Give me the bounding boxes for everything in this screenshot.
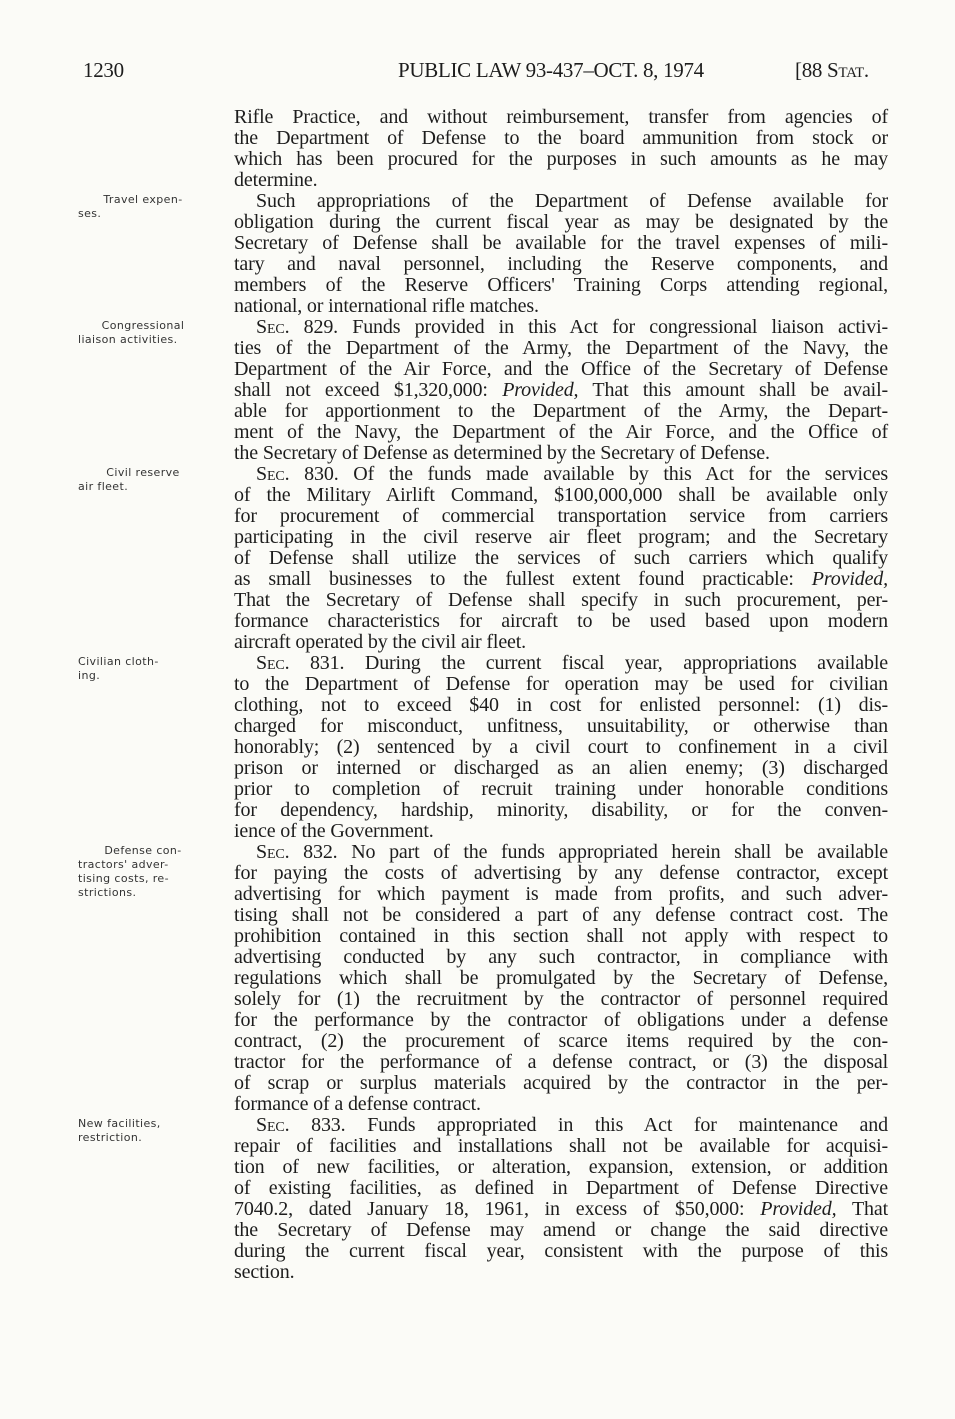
text-line: to the Department of Defense for operation may be used for civilian <box>234 673 888 695</box>
text-line: Sec. 831. During the current fiscal year, appropriations available <box>256 652 888 674</box>
paragraph <box>234 842 888 1115</box>
margin-note-line: tractors' adver- <box>78 858 169 871</box>
text-line: Rifle Practice, and without reimbursement, transfer from agencies of <box>234 106 888 128</box>
text-line: advertising for which payment is made from profits, and such adver- <box>234 883 888 905</box>
text-line: obligation during the current fiscal year as may be designated by the <box>234 211 888 233</box>
text-line: tary and naval personnel, including the Reserve components, and <box>234 253 888 275</box>
margin-note-line: Travel expen- <box>103 193 183 206</box>
text-line: as small businesses to the fullest extent found practicable: Provided, <box>234 568 888 590</box>
text-line: Secretary of Defense shall be available for the travel expenses of mili- <box>234 232 888 254</box>
text-line: determine. <box>234 169 318 191</box>
margin-note-line: ing. <box>78 669 101 682</box>
text-line: advertising conducted by any such contractor, in compliance with <box>234 946 888 968</box>
text-line: for procurement of commercial transportation service from carriers <box>234 505 888 527</box>
text-line: tion of new facilities, or alteration, expansion, extension, or addition <box>234 1156 888 1178</box>
text-line: Sec. 832. No part of the funds appropriated herein shall be available <box>256 841 888 863</box>
text-line: honorably; (2) sentenced by a civil court to confinement in a civil <box>234 736 888 758</box>
margin-note-line: New facilities, <box>78 1117 161 1130</box>
margin-note <box>78 319 218 347</box>
paragraph <box>234 653 888 842</box>
margin-note-line: restriction. <box>78 1131 143 1144</box>
margin-note <box>78 466 218 494</box>
text-line: during the current fiscal year, consistent with the purpose of this <box>234 1240 888 1262</box>
section-label: Sec. <box>256 1114 290 1136</box>
text-line: of scrap or surplus materials acquired by the contractor in the per- <box>234 1072 888 1094</box>
margin-note <box>78 193 218 221</box>
text-line: Sec. 830. Of the funds made available by this Act for the services <box>256 463 888 485</box>
margin-note-line: tising costs, re- <box>78 872 169 885</box>
text-line: of existing facilities, as defined in Department of Defense Directive <box>234 1177 888 1199</box>
margin-note-line: Defense con- <box>104 844 182 857</box>
text-line: 7040.2, dated January 18, 1961, in excess of $50,000: Provided, That <box>234 1198 888 1220</box>
margin-note-line: air fleet. <box>78 480 129 493</box>
paragraph <box>234 191 888 317</box>
text-line: the Department of Defense to the board ammunition from stock or <box>234 127 888 149</box>
text-line: contract, (2) the procurement of scarce items required by the con- <box>234 1030 888 1052</box>
section-label: Sec. <box>256 316 290 338</box>
text-line: national, or international rifle matches. <box>234 295 539 317</box>
margin-note <box>78 844 218 900</box>
text-line: ience of the Government. <box>234 820 434 842</box>
margin-note <box>78 655 218 683</box>
paragraph <box>234 317 888 464</box>
paragraph <box>234 1115 888 1283</box>
text-line: Department of the Air Force, and the Office of the Secretary of Defense <box>234 358 888 380</box>
margin-note-line: Civilian cloth- <box>78 655 159 668</box>
section-label: Sec. <box>256 652 290 674</box>
section-label: Sec. <box>256 841 290 863</box>
text-line: participating in the civil reserve air fleet program; and the Secretary <box>234 526 888 548</box>
paragraph <box>234 107 888 191</box>
text-line: of the Military Airlift Command, $100,000,000 shall be available only <box>234 484 888 506</box>
text-line: of Defense shall utilize the services of such carriers which qualify <box>234 547 888 569</box>
text-line: repair of facilities and installations shall not be available for acquisi- <box>234 1135 888 1157</box>
text-line: able for apportionment to the Department of the Army, the Depart- <box>234 400 888 422</box>
text-line: prison or interned or discharged as an alien enemy; (3) discharged <box>234 757 888 779</box>
text-line: for dependency, hardship, minority, disability, or for the conven- <box>234 799 888 821</box>
text-line: prohibition contained in this section shall not apply with respect to <box>234 925 888 947</box>
text-line: Sec. 829. Funds provided in this Act for congressional liaison activi- <box>256 316 888 338</box>
margin-note-line: Congressional <box>101 319 185 332</box>
text-line: the Secretary of Defense as determined by the Secretary of Defense. <box>234 442 770 464</box>
text-line: formance characteristics for aircraft to be used based upon modern <box>234 610 888 632</box>
text-line: tising shall not be considered a part of any defense contract cost. The <box>234 904 888 926</box>
text-line: members of the Reserve Officers' Training Corps attending regional, <box>234 274 888 296</box>
text-line: which has been procured for the purposes in such amounts as he may <box>234 148 888 170</box>
margin-note <box>78 1117 218 1145</box>
paragraph <box>234 464 888 653</box>
text-line: tractor for the performance of a defense contract, or (3) the disposal <box>234 1051 888 1073</box>
section-label: Sec. <box>256 463 290 485</box>
text-line: regulations which shall be promulgated by the Secretary of Defense, <box>234 967 888 989</box>
statute-reference <box>795 58 869 83</box>
margin-note-line: liaison activities. <box>78 333 178 346</box>
italic-term: Provided, <box>502 379 579 401</box>
margin-note-line: Civil reserve <box>106 466 180 479</box>
margin-note-line: strictions. <box>78 886 137 899</box>
margin-note-line: ses. <box>78 207 102 220</box>
text-line: charged for misconduct, unfitness, unsuitability, or otherwise than <box>234 715 888 737</box>
text-line: section. <box>234 1261 295 1283</box>
text-line: ment of the Navy, the Department of the Air Force, and the Office of <box>234 421 888 443</box>
text-line: shall not exceed $1,320,000: Provided, That this amount shall be avail- <box>234 379 889 401</box>
statute-reference-text: [88 Stat. <box>795 58 869 82</box>
body-text <box>234 107 888 1283</box>
text-line: Sec. 833. Funds appropriated in this Act for maintenance and <box>256 1114 888 1136</box>
text-line: clothing, not to exceed $40 in cost for enlisted personnel: (1) dis- <box>234 694 888 716</box>
page-number: 1230 <box>83 58 124 82</box>
text-line: prior to completion of recruit training under honorable conditions <box>234 778 888 800</box>
text-line: That the Secretary of Defense shall specify in such procurement, per- <box>234 589 888 611</box>
text-line: formance of a defense contract. <box>234 1093 481 1115</box>
text-line: aircraft operated by the civil air fleet. <box>234 631 527 653</box>
text-line: solely for (1) the recruitment by the contractor of personnel required <box>234 988 888 1010</box>
italic-term: Provided, <box>811 568 888 590</box>
text-line: Such appropriations of the Department of Defense available for <box>256 190 888 212</box>
running-title: PUBLIC LAW 93-437–OCT. 8, 1974 <box>398 58 704 82</box>
text-line: for paying the costs of advertising by any defense contractor, except <box>234 862 888 884</box>
text-line: the Secretary of Defense may amend or change the said directive <box>234 1219 888 1241</box>
text-line: for the performance by the contractor of obligations under a defense <box>234 1009 888 1031</box>
italic-term: Provided, <box>760 1198 837 1220</box>
text-line: ties of the Department of the Army, the Department of the Navy, the <box>234 337 888 359</box>
